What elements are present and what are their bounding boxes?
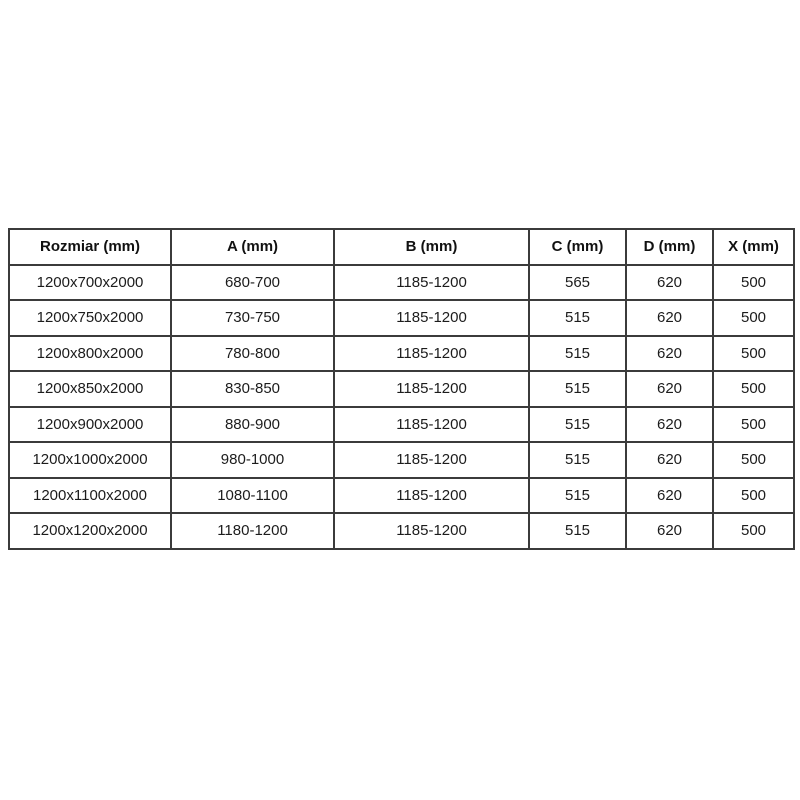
table-cell: 1200x700x2000 [9, 265, 171, 301]
dimensions-table [8, 228, 795, 550]
table-cell: 1200x1200x2000 [9, 513, 171, 549]
table-cell: 620 [626, 513, 713, 549]
table-cell: 880-900 [171, 407, 334, 443]
table-cell: 1180-1200 [171, 513, 334, 549]
table-cell: 1185-1200 [334, 513, 529, 549]
column-header-b: B (mm) [334, 229, 529, 265]
table-cell: 1185-1200 [334, 371, 529, 407]
table-row [9, 371, 794, 407]
table-cell: 515 [529, 371, 626, 407]
table-cell: 1200x1000x2000 [9, 442, 171, 478]
table-row [9, 478, 794, 514]
table-cell: 500 [713, 300, 794, 336]
column-header-x: X (mm) [713, 229, 794, 265]
table-cell: 620 [626, 300, 713, 336]
table-row [9, 336, 794, 372]
column-header-rozmiar: Rozmiar (mm) [9, 229, 171, 265]
table-cell: 620 [626, 478, 713, 514]
table-row [9, 300, 794, 336]
table-cell: 565 [529, 265, 626, 301]
table-cell: 680-700 [171, 265, 334, 301]
table-cell: 730-750 [171, 300, 334, 336]
table-cell: 515 [529, 442, 626, 478]
table-cell: 500 [713, 371, 794, 407]
table-row [9, 265, 794, 301]
table-cell: 1185-1200 [334, 478, 529, 514]
table-cell: 620 [626, 371, 713, 407]
table-cell: 515 [529, 513, 626, 549]
table-cell: 1185-1200 [334, 407, 529, 443]
table-cell: 515 [529, 300, 626, 336]
table-cell: 500 [713, 513, 794, 549]
table-cell: 620 [626, 407, 713, 443]
column-header-c: C (mm) [529, 229, 626, 265]
table-row [9, 407, 794, 443]
table-cell: 1200x850x2000 [9, 371, 171, 407]
table-row [9, 513, 794, 549]
column-header-d: D (mm) [626, 229, 713, 265]
table-cell: 1185-1200 [334, 265, 529, 301]
table-cell: 500 [713, 336, 794, 372]
table-cell: 620 [626, 265, 713, 301]
table-cell: 1185-1200 [334, 442, 529, 478]
table-cell: 500 [713, 265, 794, 301]
column-header-a: A (mm) [171, 229, 334, 265]
table-cell: 620 [626, 442, 713, 478]
table-cell: 500 [713, 442, 794, 478]
table-cell: 500 [713, 478, 794, 514]
table-cell: 780-800 [171, 336, 334, 372]
table-row [9, 442, 794, 478]
header-row [9, 229, 794, 265]
table-cell: 1080-1100 [171, 478, 334, 514]
table-cell: 980-1000 [171, 442, 334, 478]
table-cell: 515 [529, 478, 626, 514]
table-cell: 830-850 [171, 371, 334, 407]
table-cell: 500 [713, 407, 794, 443]
table-cell: 1200x900x2000 [9, 407, 171, 443]
table-cell: 620 [626, 336, 713, 372]
table-cell: 515 [529, 336, 626, 372]
table-cell: 1185-1200 [334, 336, 529, 372]
table-cell: 1185-1200 [334, 300, 529, 336]
table-cell: 1200x1100x2000 [9, 478, 171, 514]
table-cell: 1200x800x2000 [9, 336, 171, 372]
table-cell: 1200x750x2000 [9, 300, 171, 336]
table-cell: 515 [529, 407, 626, 443]
